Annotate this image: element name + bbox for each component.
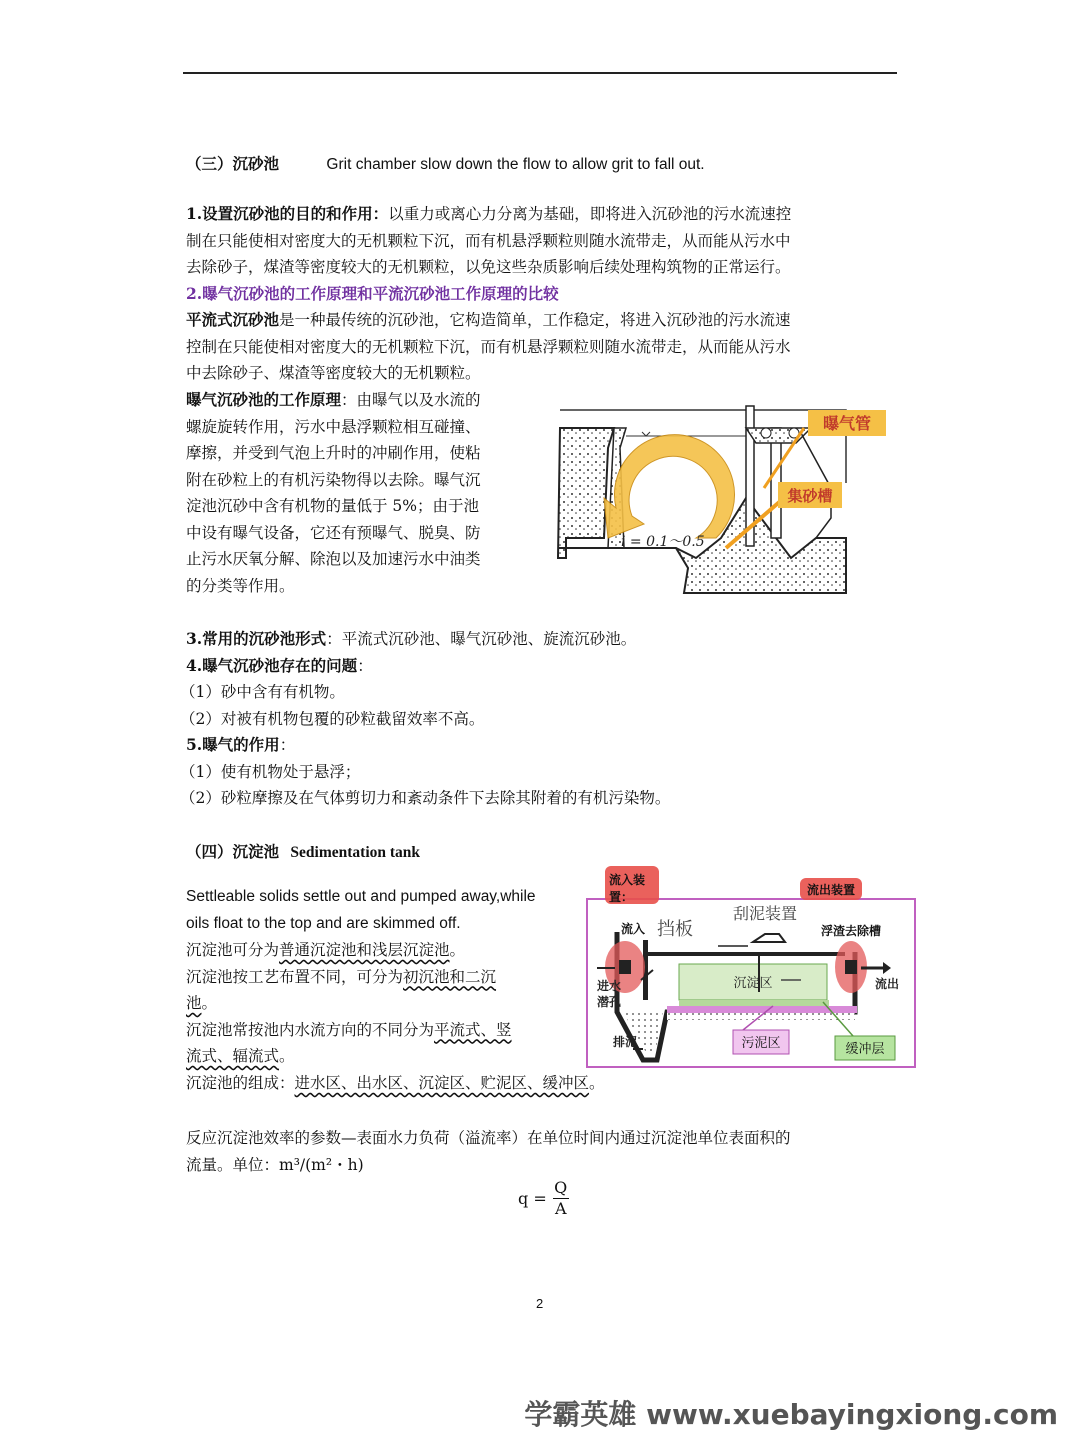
item2-heading: 2.曝气沉砂池的工作原理和平流沉砂池工作原理的比较 xyxy=(186,283,559,303)
overflow-rate-formula: q = Q A xyxy=(518,1178,568,1218)
item1-paragraph: 1.设置沉砂池的目的和作用：以重力或离心力分离为基础，即将进入沉砂池的污水流速控 制在只能使相对密度大的无机颗粒下沉，而有机悬浮颗粒则随水流带走，从而能从污水中 去除砂子，煤渣等密度较大的无机颗粒，以免这些杂质影响后续处理构筑物的正常运行。 2.曝气沉砂池的工作原理和平流沉砂池工作原理的比较 平流式沉砂池是一种最传统的沉砂池，它构造简单，工作稳定，将进入沉砂池的污水流速 控制在只能使相对密度大的无机颗粒下沉，而有机悬浮颗粒则随水流带走，从而能从污水 中去除砂子、煤渣等密度较大的无机颗粒。 xyxy=(186,201,892,387)
scum-trough-label: 浮渣去除槽 xyxy=(821,924,882,938)
scraper-label: 刮泥装置 xyxy=(733,906,798,923)
outflow-device-label: 流出装置 xyxy=(806,883,856,897)
outflow-label: 流出 xyxy=(875,977,900,991)
sedimentation-paragraph: Settleable solids settle out and pumped away,while oils float to the top and are skimmed off. 沉淀池可分为普通沉淀池和浅层沉淀池。 沉淀池按工艺布置不同，可分为初沉池和二沉 池。 沉淀池常按池内水流方向的不同分为平流式、竖 流式、辐流式。 xyxy=(186,888,536,1065)
section3-title-en: Grit chamber slow down the flow to allow grit to fall out. xyxy=(326,156,705,173)
inflow-device-label: 流入装 xyxy=(609,873,646,887)
inlet-label: 进水 xyxy=(597,979,622,993)
aeration-pipe-label: 曝气管 xyxy=(822,416,872,433)
sedimentation-tank-figure xyxy=(583,862,919,1072)
settle-zone-label: 沉淀区 xyxy=(733,975,773,990)
svg-text:潜孔: 潜孔 xyxy=(597,995,622,1009)
drain-label: 排泥 xyxy=(613,1035,638,1049)
parameter-paragraph: 反应沉淀池效率的参数—表面水力负荷（溢流率）在单位时间内通过沉淀池单位表面积的 流量。单位：m³/(m²・h) xyxy=(186,1129,791,1174)
aerated-grit-chamber-figure xyxy=(546,388,886,598)
aeration-paragraph: 曝气沉砂池的工作原理：由曝气以及水流的 螺旋旋转作用，污水中悬浮颗粒相互碰撞、 摩擦，并受到气泡上升时的冲刷作用，使粘 附在砂粒上的有机污染物得以去除。曝气沉 淀池沉砂中含有机物的量低于 5%；由于池 中设有曝气设备，它还有预曝气、脱臭、防 止污水厌氧分解、除泡以及加速污水中油类 的分类等作用。 xyxy=(186,390,481,595)
site-watermark[interactable]: 学霸英雄 www.xuebayingxiong.com xyxy=(524,1398,1058,1431)
baffle-label: 挡板 xyxy=(657,919,693,939)
page-number: 2 xyxy=(536,1296,544,1311)
inflow-label: 流入 xyxy=(621,922,646,936)
section4-title: （四）沉淀池 Sedimentation tank xyxy=(186,842,421,861)
grit-trough-label: 集砂槽 xyxy=(787,488,833,505)
slope-label: i = 0.1～0.5 xyxy=(621,534,705,550)
items-3-5: 3.常用的沉砂池形式：平流式沉砂池、曝气沉砂池、旋流沉砂池。 4.曝气沉砂池存在的问题： （1）砂中含有有机物。 （2）对被有机物包覆的砂粒截留效率不高。 5.曝气的作用： （1）使有机物处于悬浮； （2）砂粒摩擦及在气体剪切力和紊动条件下去除其附着的有机污染物。 xyxy=(180,629,671,807)
svg-text:置：: 置： xyxy=(609,890,634,904)
components-line: 沉淀池的组成：进水区、出水区、沉淀区、贮泥区、缓冲区。 xyxy=(186,1074,605,1092)
pl-head: 平流式沉砂池 xyxy=(186,310,280,329)
sludge-zone-label: 污泥区 xyxy=(741,1035,781,1050)
header-rule xyxy=(183,72,897,74)
section3-title: （三）沉砂池 Grit chamber slow down the flow to allow grit to fall out. xyxy=(186,154,705,173)
buffer-layer-label: 缓冲层 xyxy=(845,1041,885,1056)
